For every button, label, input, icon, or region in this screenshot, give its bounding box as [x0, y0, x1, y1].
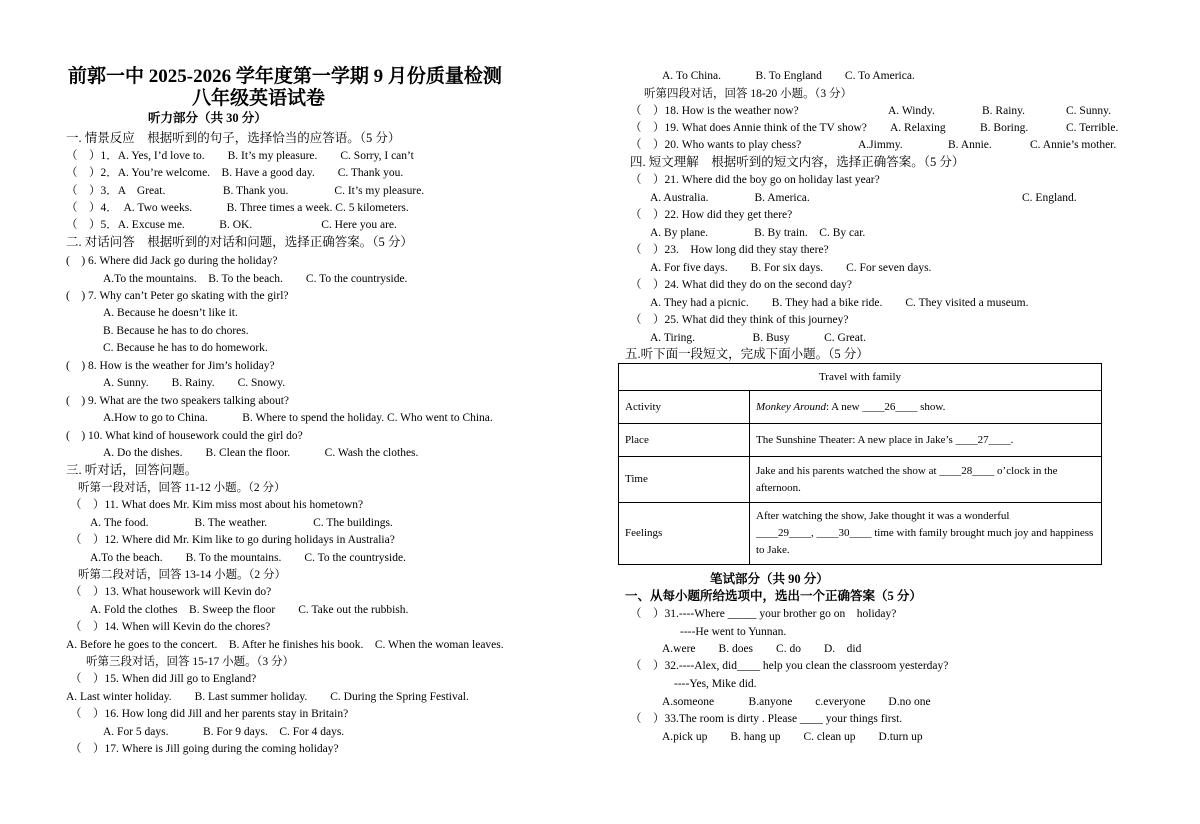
question-20-option-a: A.Jimmy.	[858, 139, 903, 151]
listening-part-heading: 听力部分（共 30 分）	[148, 111, 267, 125]
place-cell	[750, 424, 1102, 457]
feelings-label: Feelings	[619, 503, 750, 565]
dialogue-1-heading: 听第一段对话，回答 11-12 小题。（2 分）	[78, 482, 286, 494]
question-4: （ ）4． A. Two weeks. B. Three times a week. C. 5 kilometers.	[66, 202, 409, 214]
question-1: （ ）1．A. Yes, I’d love to. B. It’s my pleasure. C. Sorry, I can’t	[66, 150, 414, 162]
dialogue-4-heading: 听第四段对话，回答 18-20 小题。（3 分）	[644, 88, 852, 100]
question-18-option-a: A. Windy.	[888, 105, 935, 117]
section-4-heading: 四. 短文理解 根据听到的短文内容，选择正确答案。（5 分）	[630, 155, 965, 169]
question-16: （ ）16. How long did Jill and her parents stay in Britain?	[70, 708, 349, 720]
exam-title: 前郭一中 2025-2026 学年度第一学期 9 月份质量检测	[68, 66, 502, 87]
question-15-options: A. Last winter holiday. B. Last summer holiday. C. During the Spring Festival.	[66, 691, 469, 703]
question-16-options: A. For 5 days. B. For 9 days. C. For 4 days.	[103, 726, 345, 738]
question-31-options: A.were B. does C. do D. did	[662, 643, 862, 655]
question-24-options: A. They had a picnic. B. They had a bike ride. C. They visited a museum.	[650, 297, 1029, 309]
question-31: （ ）31.----Where _____ your brother go on holiday?	[630, 608, 897, 620]
blank-30: ____30____	[816, 527, 872, 539]
section-2-heading: 二. 对话问答 根据听到的对话和问题，选择正确答案。（5 分）	[66, 235, 413, 249]
question-17: （ ）17. Where is Jill going during the coming holiday?	[70, 743, 339, 755]
dialogue-3-heading: 听第三段对话，回答 15-17 小题。（3 分）	[86, 656, 294, 668]
exam-subtitle: 八年级英语试卷	[192, 88, 326, 109]
question-5: （ ）5．A. Excuse me. B. OK. C. Here you are.	[66, 219, 397, 231]
activity-end: show.	[920, 400, 946, 413]
feelings-text-1: After watching the show, Jake thought it was a wonderful	[756, 510, 1010, 522]
question-20-option-b: B. Annie.	[948, 139, 992, 151]
question-18-option-b: B. Rainy.	[982, 105, 1026, 117]
question-15: （ ）15. When did Jill go to England?	[70, 673, 257, 685]
question-9: ( ) 9. What are the two speakers talking about?	[66, 395, 290, 407]
question-32-options: A.someone B.anyone c.everyone D.no one	[662, 696, 931, 708]
question-8: ( ) 8. How is the weather for Jim’s holiday?	[66, 360, 275, 372]
question-22: （ ）22. How did they get there?	[630, 209, 793, 221]
question-10: ( ) 10. What kind of housework could the girl do?	[66, 430, 303, 442]
question-7-option-c: C. Because he has to do homework.	[103, 342, 268, 354]
feelings-text-2: time with family brought much joy and happiness to Jake.	[756, 527, 1094, 556]
question-33-options: A.pick up B. hang up C. clean up D.turn up	[662, 731, 923, 743]
question-20-option-c: C. Annie’s mother.	[1030, 139, 1117, 151]
activity-show: Monkey Around	[756, 400, 826, 413]
question-22-options: A. By plane. B. By train. C. By car.	[650, 227, 866, 239]
question-32: （ ）32.----Alex, did____ help you clean the classroom yesterday?	[630, 660, 949, 672]
question-14-options: A. Before he goes to the concert. B. After he finishes his book. C. When the woman leaves.	[66, 639, 504, 651]
question-31-reply: ----He went to Yunnan.	[680, 626, 787, 638]
question-14: （ ）14. When will Kevin do the chores?	[70, 621, 271, 633]
question-12: （ ）12. Where did Mr. Kim like to go during holidays in Australia?	[70, 534, 395, 546]
feelings-cell: After watching the show, Jake thought it was a wonderful ____29____, ____30____ time with family brought much joy and happiness to Jake.	[750, 503, 1102, 565]
section-3-heading: 三. 听对话，回答问题。	[66, 463, 198, 477]
section-5-heading: 五.听下面一段短文，完成下面小题。（5 分）	[625, 347, 869, 361]
question-19-option-a: A. Relaxing	[890, 122, 946, 134]
question-19: （ ）19. What does Annie think of the TV show?	[630, 122, 867, 134]
question-8-options: A. Sunny. B. Rainy. C. Snowy.	[103, 377, 286, 389]
question-21-option-c: C. England.	[1022, 192, 1077, 204]
question-12-options: A.To the beach. B. To the mountains. C. To the countryside.	[90, 552, 406, 564]
time-label: Time	[619, 457, 750, 503]
question-11: （ ）11. What does Mr. Kim miss most about his hometown?	[70, 499, 364, 511]
question-33: （ ）33.The room is dirty . Please ____ your things first.	[630, 713, 903, 725]
travel-table	[618, 363, 1102, 565]
question-19-option-c: C. Terrible.	[1066, 122, 1119, 134]
dialogue-2-heading: 听第二段对话，回答 13-14 小题。（2 分）	[78, 569, 286, 581]
question-25: （ ）25. What did they think of this journey?	[630, 314, 849, 326]
place-text: The Sunshine Theater: A new place in Jake’s	[756, 433, 953, 446]
question-32-reply: ----Yes, Mike did.	[674, 678, 757, 690]
question-21: （ ）21. Where did the boy go on holiday last year?	[630, 174, 880, 186]
question-23: （ ）23. How long did they stay there?	[630, 244, 829, 256]
blank-28: ____28____	[939, 464, 995, 477]
question-6-options: A.To the mountains. B. To the beach. C. To the countryside.	[103, 273, 408, 285]
blank-27: ____27____.	[955, 433, 1014, 446]
table-title: Travel with family	[619, 364, 1102, 391]
activity-rest: : A new	[825, 400, 860, 413]
activity-cell	[750, 391, 1102, 424]
time-text-1: Jake and his parents watched the show at	[756, 464, 937, 477]
question-11-options: A. The food. B. The weather. C. The buildings.	[90, 517, 393, 529]
written-part-heading: 笔试部分（共 90 分）	[710, 572, 829, 586]
question-20: （ ）20. Who wants to play chess?	[630, 139, 802, 151]
question-3: （ ）3．A Great. B. Thank you. C. It’s my pleasure.	[66, 185, 425, 197]
question-2: （ ）2．A. You’re welcome. B. Have a good day. C. Thank you.	[66, 167, 404, 179]
question-23-options: A. For five days. B. For six days. C. For seven days.	[650, 262, 932, 274]
question-19-option-b: B. Boring.	[980, 122, 1029, 134]
written-section-1-heading: 一、从每小题所给选项中，选出一个正确答案（5 分）	[625, 589, 922, 603]
time-cell	[750, 457, 1102, 503]
question-13-options: A. Fold the clothes B. Sweep the floor C. Take out the rubbish.	[90, 604, 409, 616]
question-7: ( ) 7. Why can’t Peter go skating with the girl?	[66, 290, 289, 302]
question-10-options: A. Do the dishes. B. Clean the floor. C. Wash the clothes.	[103, 447, 419, 459]
question-7-option-a: A. Because he doesn’t like it.	[103, 307, 238, 319]
question-7-option-b: B. Because he has to do chores.	[103, 325, 249, 337]
blank-26: ____26____	[862, 400, 918, 413]
place-label: Place	[619, 424, 750, 457]
section-1-heading: 一. 情景反应 根据听到的句子，选择恰当的应答语。（5 分）	[66, 131, 401, 145]
question-6: ( ) 6. Where did Jack go during the holiday?	[66, 255, 278, 267]
question-17-options: A. To China. B. To England C. To America.	[662, 70, 915, 82]
blank-29: ____29____	[756, 527, 811, 539]
question-25-options: A. Tiring. B. Busy C. Great.	[650, 332, 866, 344]
time-text-2: o’clock in the afternoon.	[756, 464, 1058, 494]
question-9-options: A.How to go to China. B. Where to spend the holiday. C. Who went to China.	[103, 412, 493, 424]
question-21-options-ab: A. Australia. B. America.	[650, 192, 810, 204]
question-13: （ ）13. What housework will Kevin do?	[70, 586, 272, 598]
question-18-option-c: C. Sunny.	[1066, 105, 1111, 117]
activity-label: Activity	[619, 391, 750, 424]
question-18: （ ）18. How is the weather now?	[630, 105, 799, 117]
question-24: （ ）24. What did they do on the second day?	[630, 279, 852, 291]
